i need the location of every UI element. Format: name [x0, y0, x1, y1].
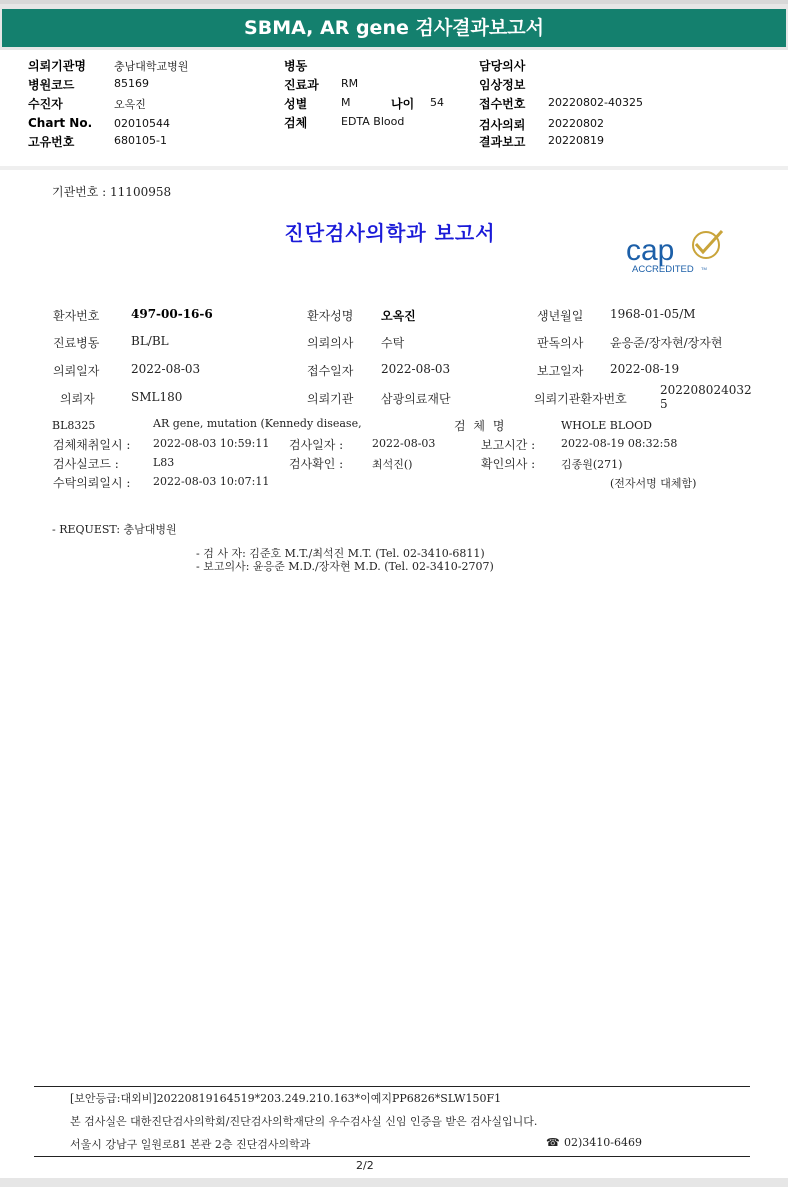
- test-confirm-value: 최석진(): [372, 458, 413, 471]
- unique-no-value: 680105-1: [114, 134, 167, 147]
- test-date-label: 검사일자 :: [289, 438, 344, 452]
- requesting-doctor-label: 의뢰의사: [307, 336, 354, 350]
- sex-label: 성별: [284, 97, 308, 111]
- age-value: 54: [430, 96, 444, 109]
- telephone-icon: ☎: [546, 1136, 560, 1149]
- lab-code-label: 검사실코드 :: [53, 457, 119, 471]
- accreditation-notice: 본 검사실은 대한진단검사의학회/진단검사의학재단의 우수검사실 신임 인증을 받은 검사실입니다.: [70, 1115, 538, 1128]
- specimen-name-value: WHOLE BLOOD: [561, 419, 652, 432]
- ward-label: 병동: [284, 59, 308, 73]
- result-date-label: 결과보고: [479, 135, 526, 149]
- patient-label: 수진자: [28, 97, 63, 111]
- reading-doctor-value: 윤응준/장자현/장자현: [610, 336, 723, 350]
- lab-phone: 02)3410-6469: [564, 1136, 642, 1149]
- request-date-label: 검사의뢰: [479, 118, 526, 132]
- staff-line-reporter: - 보고의사: 윤응준 M.D./장자현 M.D. (Tel. 02-3410-2707): [196, 560, 494, 573]
- patient-name-label: 환자성명: [307, 309, 354, 323]
- page-number: 2/2: [356, 1159, 374, 1172]
- requesting-org-value: 삼광의료재단: [381, 392, 451, 406]
- svg-text:ACCREDITED: ACCREDITED: [632, 264, 694, 275]
- patient-no-label: 환자번호: [53, 309, 100, 323]
- requester-label: 의뢰자: [60, 392, 95, 406]
- header-info: [0, 50, 788, 166]
- specimen-name-label: 검 체 명: [454, 419, 507, 433]
- unique-no-label: 고유번호: [28, 135, 75, 149]
- department-value: RM: [341, 77, 359, 90]
- report-banner-title: SBMA, AR gene 검사결과보고서: [2, 9, 786, 47]
- chart-no-value: 02010544: [114, 117, 170, 130]
- patient-value: 오옥진: [114, 98, 146, 111]
- request-day-label: 의뢰일자: [53, 364, 100, 378]
- svg-text:TM: TM: [701, 266, 707, 271]
- institution-label: 의뢰기관명: [28, 59, 86, 73]
- bottom-border: [0, 1178, 788, 1187]
- hospital-code-value: 85169: [114, 77, 149, 90]
- specimen-value: EDTA Blood: [341, 115, 405, 128]
- report-day-value: 2022-08-19: [610, 362, 680, 376]
- test-confirm-label: 검사확인 :: [289, 457, 344, 471]
- lab-code-value: L83: [153, 456, 175, 469]
- birthdate-value: 1968-01-05/M: [610, 307, 696, 321]
- institution-number: 기관번호 : 11100958: [52, 185, 172, 199]
- age-label: 나이: [391, 97, 415, 111]
- accession-label: 접수번호: [479, 97, 526, 111]
- patient-no-value: 497-00-16-6: [131, 307, 213, 321]
- report-title: 진단검사의학과 보고서: [284, 221, 496, 245]
- footer-bottom-rule: [34, 1156, 750, 1157]
- report-time-value: 2022-08-19 08:32:58: [561, 437, 678, 450]
- patient-name-value: 오옥진: [381, 309, 416, 323]
- confirm-doctor-label: 확인의사 :: [481, 457, 536, 471]
- test-date-value: 2022-08-03: [372, 437, 436, 450]
- reading-doctor-label: 판독의사: [537, 336, 584, 350]
- org-patient-no-value-cont: 5: [660, 397, 668, 411]
- collection-time-value: 2022-08-03 10:59:11: [153, 437, 270, 450]
- collection-time-label: 검체채취일시 :: [53, 438, 131, 452]
- footer-top-rule: [34, 1086, 750, 1087]
- chart-no-label: Chart No.: [28, 116, 93, 130]
- requester-value: SML180: [131, 390, 183, 404]
- requesting-org-label: 의뢰기관: [307, 392, 354, 406]
- attending-label: 담당의사: [479, 59, 526, 73]
- requesting-doctor-value: 수탁: [381, 336, 405, 350]
- referral-time-label: 수탁의뢰일시 :: [53, 476, 131, 490]
- report-day-label: 보고일자: [537, 364, 584, 378]
- ward-bl-value: BL/BL: [131, 334, 169, 348]
- sex-value: M: [341, 96, 351, 109]
- result-date-value: 20220819: [548, 134, 604, 147]
- birthdate-label: 생년월일: [537, 309, 584, 323]
- electronic-signature-note: (전자서명 대체함): [610, 477, 697, 490]
- security-info: [보안등급:대외비]20220819164519*203.249.210.163*이예지PP6826*SLW150F1: [70, 1092, 502, 1105]
- hospital-code-label: 병원코드: [28, 78, 75, 92]
- org-patient-no-label: 의뢰기관환자번호: [534, 392, 627, 406]
- receipt-day-label: 접수일자: [307, 364, 354, 378]
- specimen-label: 검체: [284, 116, 308, 130]
- request-day-value: 2022-08-03: [131, 362, 201, 376]
- confirm-doctor-value: 김종원(271): [561, 458, 623, 471]
- request-date-value: 20220802: [548, 117, 604, 130]
- top-border: [0, 0, 788, 4]
- accession-value: 20220802-40325: [548, 96, 643, 109]
- lab-address: 서울시 강남구 일원로81 본관 2층 진단검사의학과: [70, 1138, 311, 1151]
- test-code: BL8325: [52, 419, 96, 432]
- ward-bl-label: 진료병동: [53, 336, 100, 350]
- cap-accredited-logo: [624, 227, 728, 275]
- staff-line-tester: - 검 사 자: 김준호 M.T./최석진 M.T. (Tel. 02-3410-6811): [196, 547, 485, 560]
- report-time-label: 보고시간 :: [481, 438, 536, 452]
- receipt-day-value: 2022-08-03: [381, 362, 451, 376]
- svg-text:cap: cap: [626, 234, 675, 267]
- test-name: AR gene, mutation (Kennedy disease,: [153, 417, 362, 430]
- org-patient-no-value: 202208024032: [660, 383, 752, 397]
- department-label: 진료과: [284, 78, 319, 92]
- referral-time-value: 2022-08-03 10:07:11: [153, 475, 270, 488]
- request-note: - REQUEST: 충남대병원: [52, 523, 177, 536]
- cap-logo-icon: [624, 227, 728, 275]
- clinical-info-label: 임상정보: [479, 78, 526, 92]
- institution-value: 충남대학교병원: [114, 60, 189, 73]
